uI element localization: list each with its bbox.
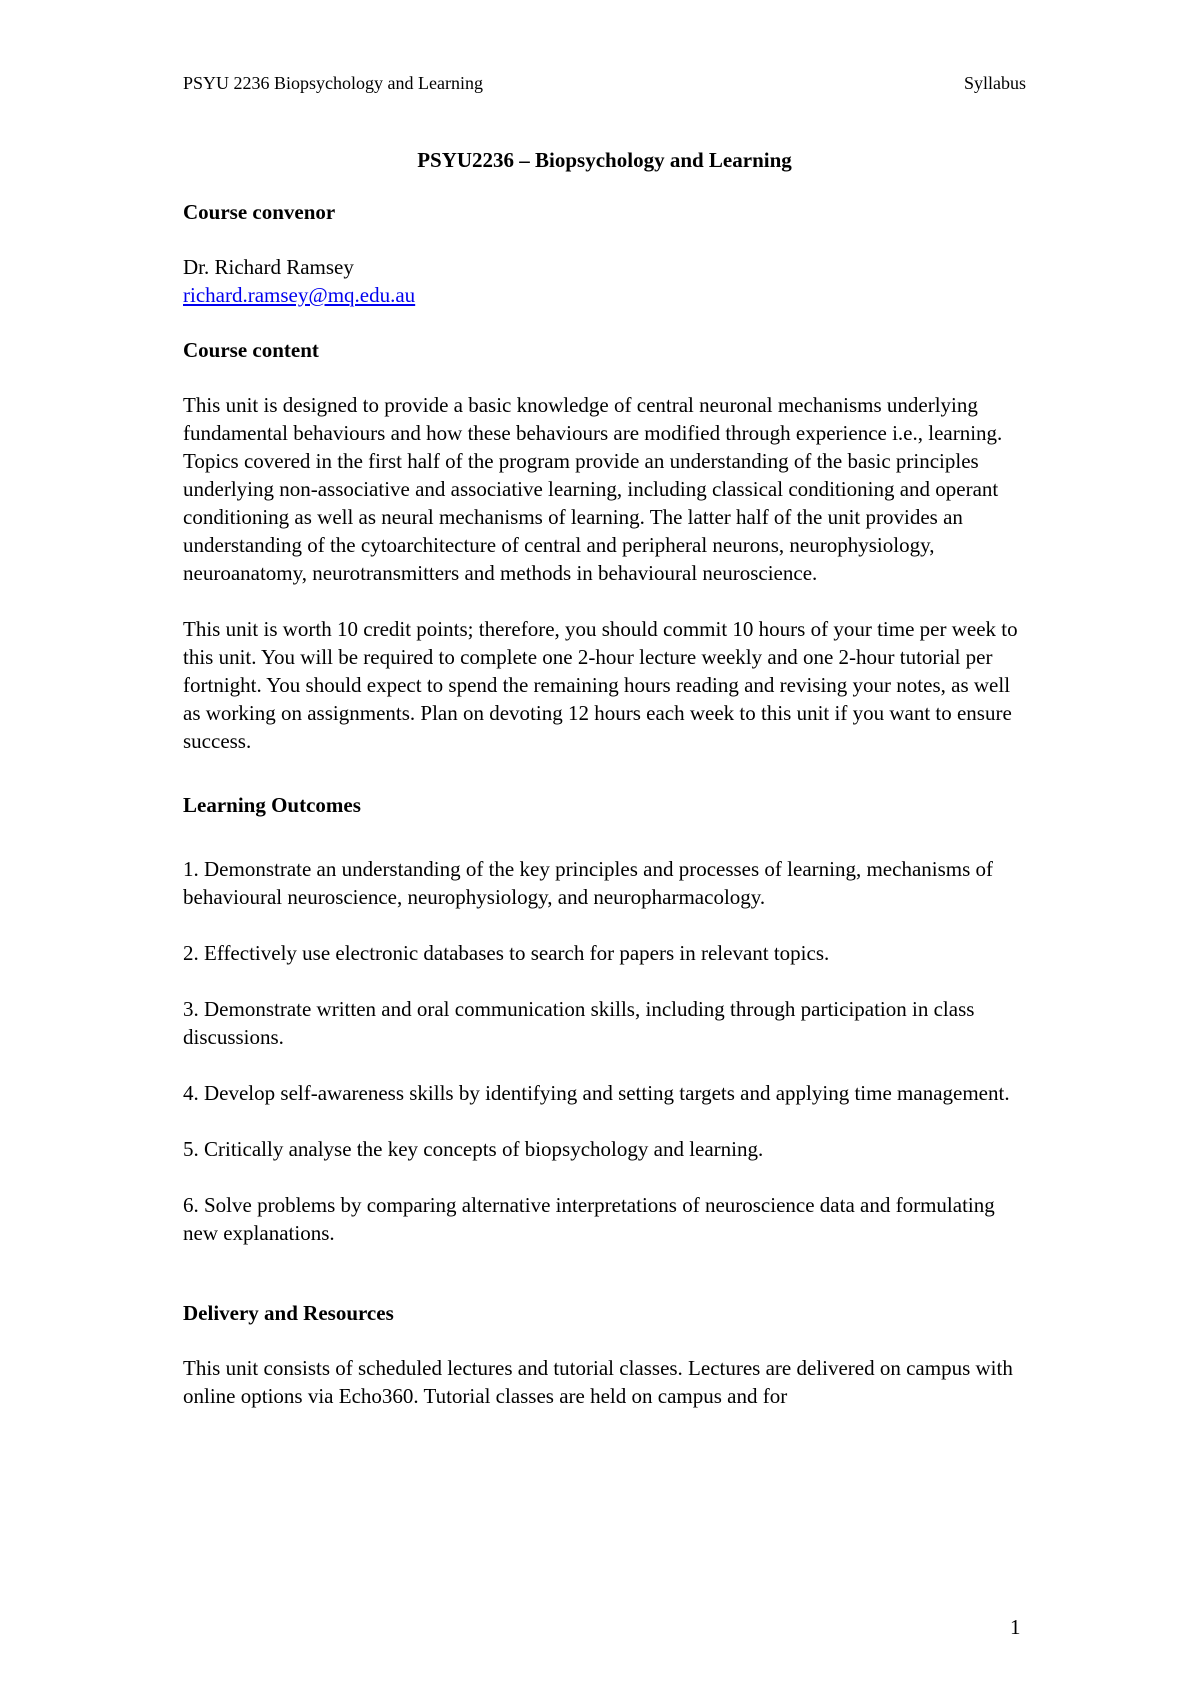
outcome-item: 3. Demonstrate written and oral communication skills, including through participation in class discussions. bbox=[183, 997, 975, 1049]
header-course-title: PSYU 2236 Biopsychology and Learning bbox=[183, 73, 483, 93]
document-title: PSYU2236 – Biopsychology and Learning bbox=[417, 148, 792, 172]
header-doc-type: Syllabus bbox=[963, 73, 1026, 93]
delivery-paragraph: This unit consists of scheduled lectures and tutorial classes. Lectures are delivered on campus with online options via Echo360. Tutorial classes are held on campus and for bbox=[183, 1356, 1013, 1408]
content-paragraph-2: This unit is worth 10 credit points; therefore, you should commit 10 hours of your time per week to this unit. You will be required to complete one 2-hour lecture weekly and one 2-hour tutorial per fortnight. You should expect to spend the remaining hours reading and revising your notes, as well as working on assignments. Plan on devoting 12 hours each week to this unit if you want to ensure success. bbox=[183, 617, 1018, 753]
running-header bbox=[183, 72, 1026, 94]
document-body bbox=[183, 146, 1026, 1410]
convenor-name: Dr. Richard Ramsey bbox=[183, 255, 354, 279]
outcome-item: 4. Develop self-awareness skills by identifying and setting targets and applying time management. bbox=[183, 1081, 1010, 1105]
content-heading: Course content bbox=[183, 338, 319, 362]
convenor-email-link[interactable]: richard.ramsey@mq.edu.au bbox=[183, 283, 416, 307]
outcome-item: 6. Solve problems by comparing alternative interpretations of neuroscience data and formulating new explanations. bbox=[183, 1193, 995, 1245]
outcomes-heading: Learning Outcomes bbox=[183, 793, 361, 817]
outcome-item: 2. Effectively use electronic databases to search for papers in relevant topics. bbox=[183, 941, 830, 965]
outcome-item: 1. Demonstrate an understanding of the key principles and processes of learning, mechanisms of behavioural neuroscience, neurophysiology, and neuropharmacology. bbox=[183, 857, 994, 909]
convenor-heading: Course convenor bbox=[183, 200, 336, 224]
outcome-item: 5. Critically analyse the key concepts of biopsychology and learning. bbox=[183, 1137, 764, 1161]
content-paragraph-1: This unit is designed to provide a basic knowledge of central neuronal mechanisms underlying fundamental behaviours and how these behaviours are modified through experience i.e., learning. Topics covered in the first half of the program provide an understanding of the basic principles underlying non-associative and associative learning, including classical conditioning and operant conditioning as well as neural mechanisms of learning. The latter half of the unit provides an understanding of the cytoarchitecture of central and peripheral neurons, neurophysiology, neuroanatomy, neurotransmitters and methods in behavioural neuroscience. bbox=[183, 393, 1003, 585]
delivery-heading: Delivery and Resources bbox=[183, 1301, 394, 1325]
page-number: 1 bbox=[1010, 1615, 1021, 1639]
